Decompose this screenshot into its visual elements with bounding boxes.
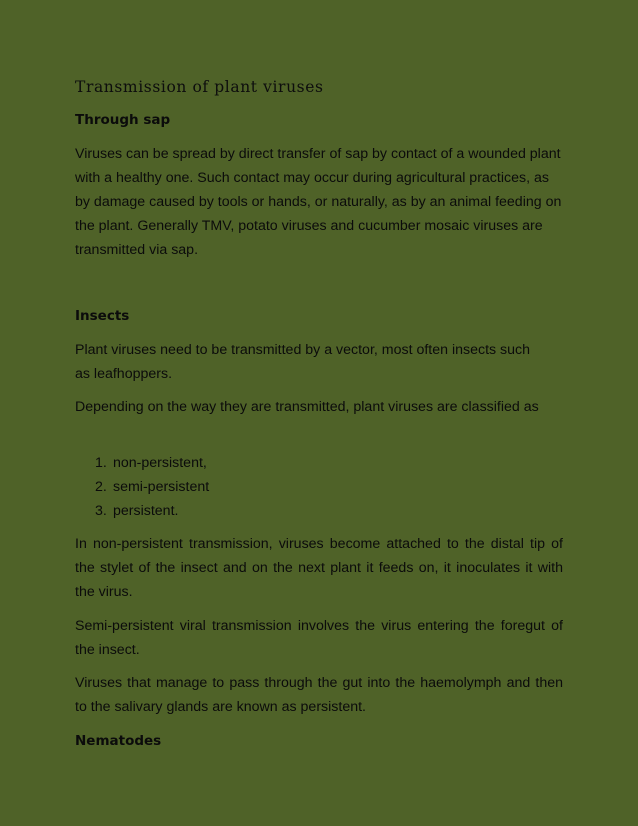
paragraph-semi-persistent: Semi-persistent viral transmission involves the virus entering the foregut of the insect.	[75, 618, 563, 658]
list-item	[95, 475, 209, 499]
paragraph-insect-vectors: Plant viruses need to be transmitted by a vector, most often insects such as leafhoppers.	[75, 342, 531, 382]
section-heading-through-sap: Through sap	[75, 112, 171, 128]
paragraph-persistent: Viruses that manage to pass through the gut into the haemolymph and then to the salivary glands are known as persistent.	[75, 675, 563, 715]
list-item-text: persistent.	[113, 503, 179, 519]
section-heading-nematodes: Nematodes	[75, 733, 162, 749]
paragraph-sap-transmission: Viruses can be spread by direct transfer of sap by contact of a wounded plant with a healthy one. Such contact may occur during agricultural practices, as by damage caused by tools or hands, or naturally, as by an animal feeding on the plant. Generally TMV, potato viruses and cucumber mosaic viruses are transmitted via sap.	[75, 146, 562, 258]
list-item-number: 2.	[95, 479, 107, 495]
document-title: Transmission of plant viruses	[75, 78, 324, 96]
list-item-number: 3.	[95, 503, 107, 519]
list-item	[95, 451, 209, 475]
paragraph-non-persistent: In non-persistent transmission, viruses become attached to the distal tip of the stylet of the insect and on the next plant it feeds on, it inoculates it with the virus.	[75, 536, 563, 600]
list-item-text: non-persistent,	[113, 455, 207, 471]
list-item-number: 1.	[95, 455, 107, 471]
section-heading-insects: Insects	[75, 308, 130, 324]
list-item-text: semi-persistent	[113, 479, 210, 495]
transmission-types-list	[95, 451, 209, 523]
list-item	[95, 499, 209, 523]
paragraph-classification-intro: Depending on the way they are transmitted, plant viruses are classified as	[75, 399, 539, 415]
